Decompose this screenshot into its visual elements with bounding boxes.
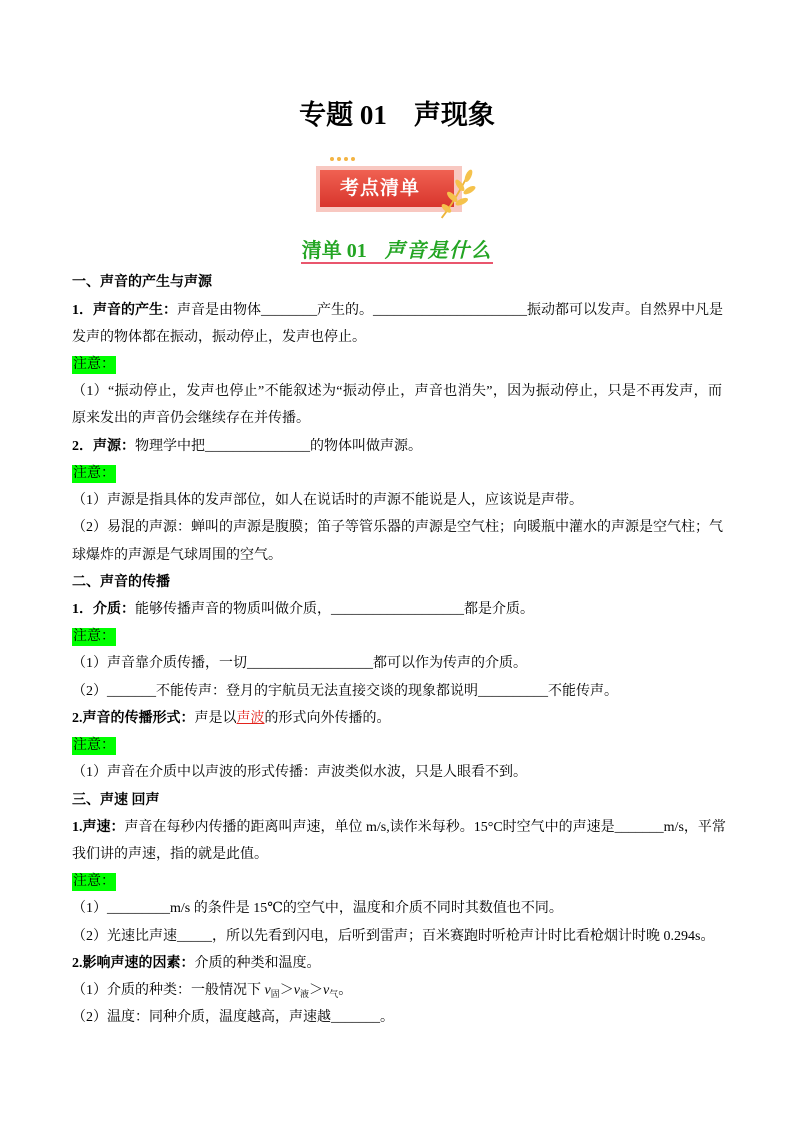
answer-blank: _______	[107, 683, 156, 699]
paragraph-line	[72, 596, 722, 623]
subtitle-number: 清单 01	[301, 240, 367, 262]
note-item: （1）声音在介质中以声波的形式传播：声波类似水波，只是人眼看不到。	[72, 765, 527, 781]
subtitle-underlined	[301, 240, 494, 264]
text: 不能传声。	[548, 683, 618, 699]
answer-blank: _________	[107, 901, 170, 917]
note-line	[72, 732, 722, 759]
text: 声是以	[194, 710, 237, 726]
text: 的物体叫做声源。	[310, 438, 422, 454]
banner-label: 考点清单	[320, 170, 454, 207]
text: 。	[338, 983, 353, 999]
note-item	[72, 650, 722, 677]
list-item	[72, 977, 722, 1004]
text: 声音是由物体	[177, 302, 261, 318]
velocity-symbol: v	[293, 983, 300, 999]
text: （1）	[72, 901, 107, 917]
text: 能够传播声音的物质叫做介质，	[135, 602, 331, 618]
text: ，所以先看到闪电，后听到雷声；百米赛跑时听枪声计时比看枪烟计时晚 0.294s。	[212, 928, 715, 944]
term-label: 2.影响声速的因素：	[72, 955, 195, 971]
dots-decoration-icon	[330, 157, 355, 162]
subscript-gas: 气	[329, 989, 339, 1000]
text: m/s，平常	[663, 819, 726, 835]
note-label: 注意：	[73, 738, 115, 754]
text: （1）声音靠介质传播，一切	[72, 656, 247, 672]
paragraph-line	[72, 297, 722, 324]
list-item	[72, 1004, 722, 1031]
note-label: 注意：	[73, 629, 115, 645]
term-label: 1．声音的产生：	[72, 302, 177, 318]
answer-blank: _______________	[205, 438, 310, 454]
note-item: （2）易混的声源：蝉叫的声源是腹膜；笛子等管乐器的声源是空气柱；向暖瓶中灌水的声源是空气柱；气	[72, 520, 723, 536]
note-item: 原来发出的声音仍会继续存在并传播。	[72, 411, 310, 427]
note-label: 注意：	[73, 357, 115, 373]
note-item	[72, 895, 722, 922]
text: 介质的种类和温度。	[194, 955, 321, 971]
term-label: 2．声源：	[72, 438, 135, 454]
text: 物理学中把	[135, 438, 205, 454]
note-line	[72, 351, 722, 378]
subscript-liquid: 液	[299, 989, 309, 1000]
note-item	[72, 678, 722, 705]
text: m/s 的条件是 15℃的空气中，温度和介质不同时其数值也不同。	[170, 901, 563, 917]
text: 声音在每秒内传播的距离叫声速，单位 m/s,读作米每秒。15°C时空气中的声速是	[124, 819, 615, 835]
velocity-symbol: v	[264, 983, 271, 999]
note-item: 球爆炸的声源是气球周围的空气。	[72, 547, 282, 563]
term-label: 1.声速：	[72, 819, 125, 835]
note-item: （1）“振动停止，发声也停止”不能叙述为“振动停止，声音也消失”，因为振动停止，只是不再发声，而	[72, 384, 722, 400]
paragraph-line: 发声的物体都在振动，振动停止，发声也停止。	[72, 329, 366, 345]
checklist-subtitle	[0, 240, 794, 268]
answer-blank: ________	[261, 302, 317, 318]
text: （2）	[72, 683, 107, 699]
note-item: （1）声源是指具体的发声部位，如人在说话时的声源不能说是人，应该说是声带。	[72, 493, 583, 509]
text: （2）温度：同种介质，温度越高，声速越	[72, 1010, 331, 1026]
subscript-solid: 固	[270, 989, 280, 1000]
text: 的形式向外传播的。	[264, 710, 391, 726]
section-banner	[316, 166, 462, 212]
answer-blank: __________	[478, 683, 548, 699]
note-line	[72, 460, 722, 487]
text: 不能传声：登月的宇航员无法直接交谈的现象都说明	[156, 683, 478, 699]
text: （2）光速比声速	[72, 928, 177, 944]
note-line	[72, 623, 722, 650]
content-body	[72, 269, 726, 1031]
note-item	[72, 923, 722, 950]
paragraph-line	[72, 705, 722, 732]
paragraph-line	[72, 433, 722, 460]
section-heading: 二、声音的传播	[72, 574, 170, 590]
text: 。	[380, 1010, 394, 1026]
paragraph-line	[72, 950, 722, 977]
term-label: 1．介质：	[72, 602, 135, 618]
wheat-icon	[434, 168, 480, 220]
text: 振动都可以发声。自然界中凡是	[527, 302, 723, 318]
section-heading: 三、声速 回声	[72, 792, 160, 808]
paragraph-line	[72, 814, 726, 841]
text: 产生的。	[317, 302, 373, 318]
paragraph-line: 我们讲的声速，指的就是此值。	[72, 846, 268, 862]
note-label: 注意：	[73, 874, 115, 890]
note-line	[72, 868, 722, 895]
highlighted-term: 声波	[236, 710, 265, 726]
text: 都可以作为传声的介质。	[373, 656, 527, 672]
text: 都是介质。	[464, 602, 534, 618]
note-label: 注意：	[73, 465, 115, 481]
page-title: 专题 01 声现象	[299, 100, 495, 130]
answer-blank: _______	[331, 1010, 380, 1026]
subtitle-text: 声音是什么	[384, 240, 493, 262]
answer-blank: _______	[614, 819, 664, 835]
text: （1）介质的种类：一般情况下	[72, 983, 265, 999]
term-label: 2.声音的传播形式：	[72, 710, 195, 726]
greater-than: ＞	[279, 983, 294, 999]
answer-blank: _____	[177, 928, 212, 944]
answer-blank: ___________________	[331, 602, 464, 618]
answer-blank: __________________	[247, 656, 373, 672]
greater-than: ＞	[308, 983, 323, 999]
section-heading: 一、声音的产生与声源	[72, 275, 212, 291]
velocity-symbol: v	[322, 983, 330, 999]
answer-blank: ______________________	[373, 302, 527, 318]
